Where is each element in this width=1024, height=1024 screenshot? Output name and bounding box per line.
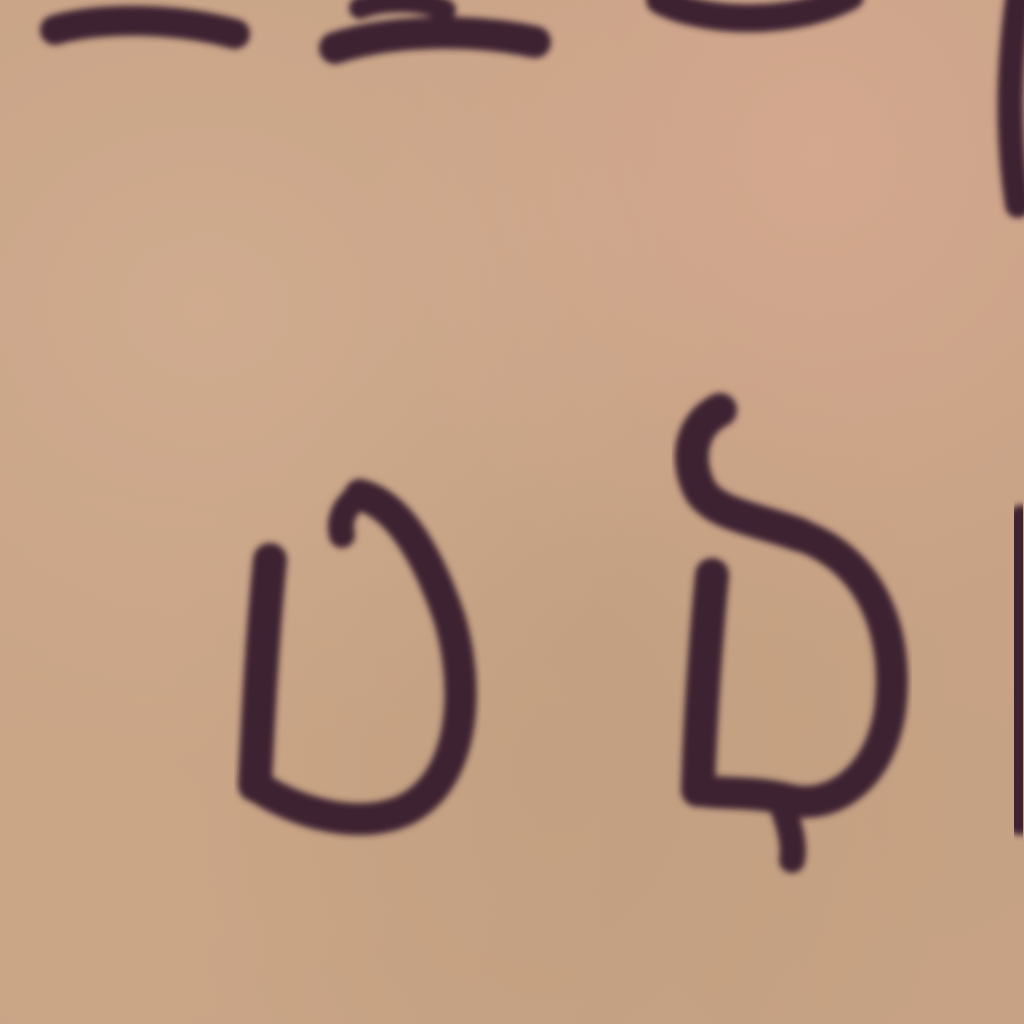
top-stroke-2 (335, 33, 535, 48)
top-stroke-1 (55, 21, 235, 34)
glyph-b-stem (698, 575, 712, 790)
glyph-d-bowl (255, 495, 461, 819)
top-stroke-2b (360, 2, 445, 11)
top-stroke-3 (660, 0, 850, 18)
glyph-d (255, 495, 461, 819)
glyph-b-tail (780, 800, 793, 860)
top-stroke-4 (1010, 0, 1018, 205)
glyph-d-hook (341, 495, 360, 535)
top-line-fragment (55, 0, 1018, 205)
right-edge-fragment (1015, 520, 1022, 820)
glyph-b-ascender (692, 410, 800, 535)
glyph-d-stem (255, 560, 270, 785)
glyph-b (692, 410, 892, 860)
edge-stroke (1015, 520, 1022, 820)
